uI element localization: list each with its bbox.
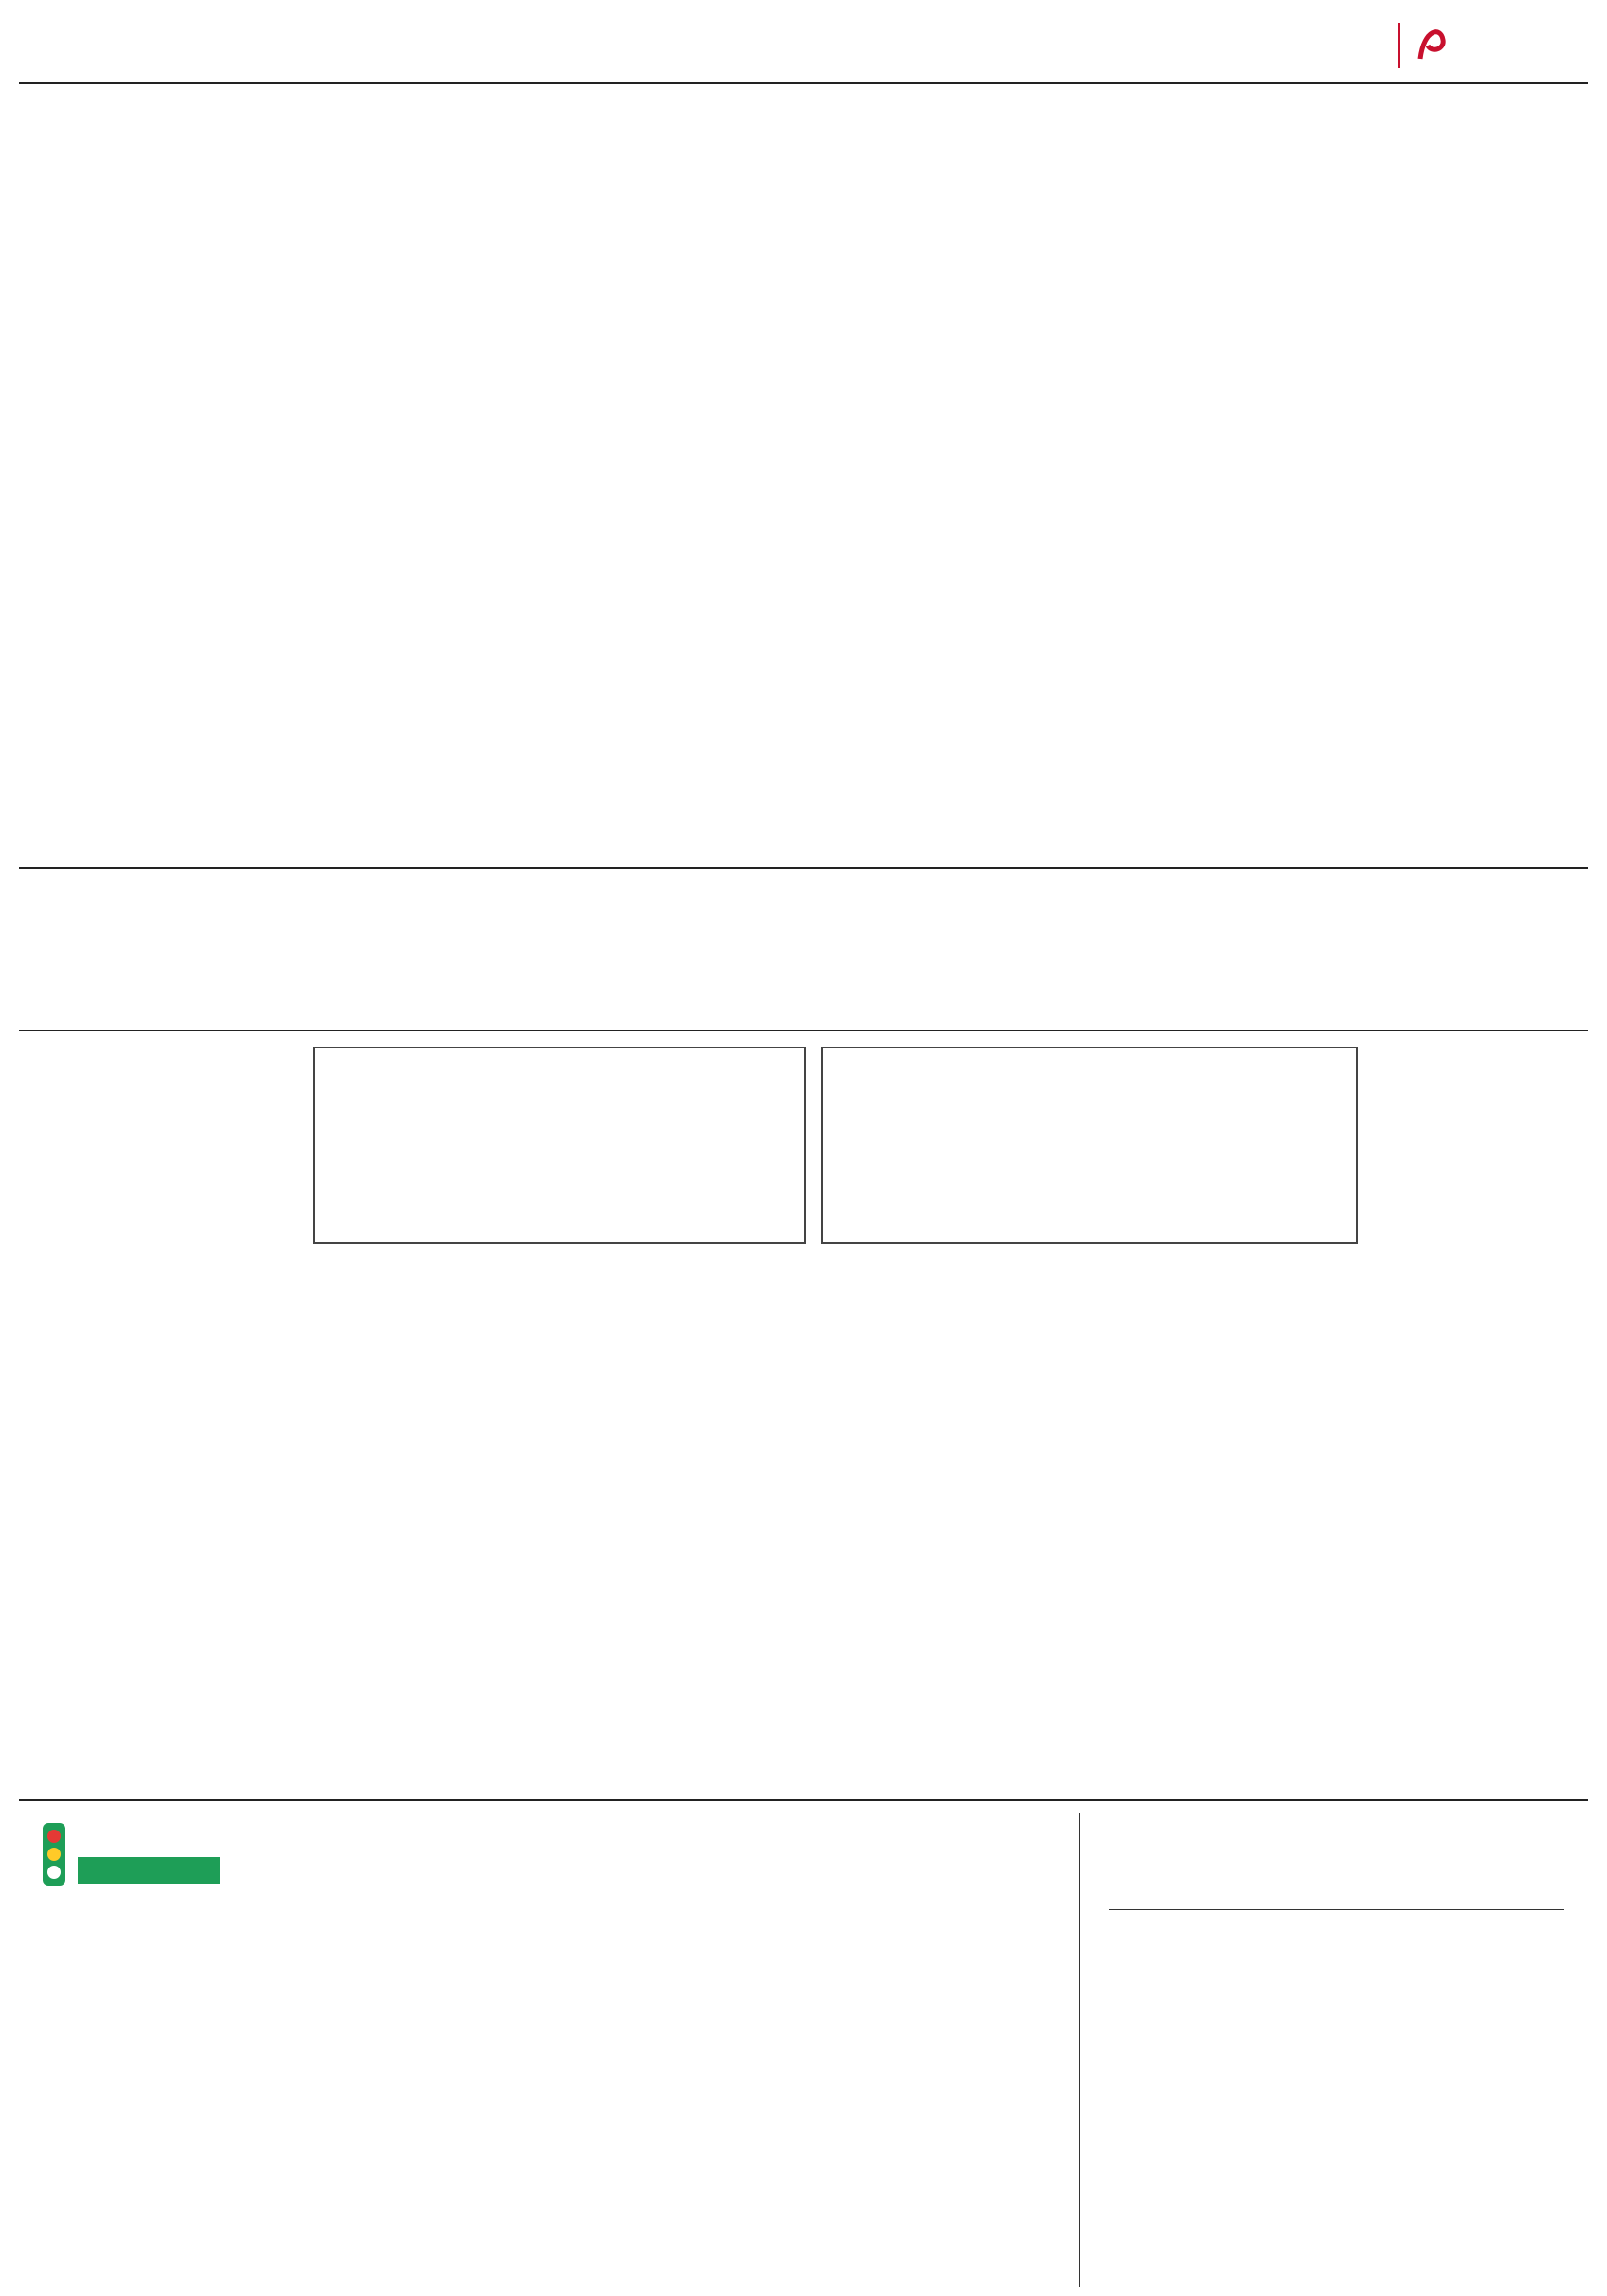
regulation-col-1 <box>21 1041 294 1790</box>
notice-box-provincial-approval <box>821 1047 1358 1244</box>
regulation-subtitle <box>38 998 1569 1023</box>
date-weekday <box>1324 53 1400 68</box>
date-year <box>1324 23 1400 38</box>
date-day <box>1324 38 1400 53</box>
traffic-badge <box>38 1815 256 1895</box>
section-divider-1 <box>19 867 1588 869</box>
commerce-headline-2 <box>1090 1864 1583 1902</box>
masthead-rule <box>19 82 1588 84</box>
traffic-light-icon <box>38 1821 70 1887</box>
section-divider-2 <box>19 1799 1588 1801</box>
editor-credit-2 <box>87 46 277 63</box>
notice-box-standing-committee <box>313 1047 806 1244</box>
section-title <box>730 11 877 63</box>
paper-name <box>1452 17 1595 68</box>
regulation-col-6 <box>1375 1041 1587 1790</box>
commerce-headline-1 <box>1090 1824 1583 1862</box>
traffic-byline <box>40 1917 267 1936</box>
traffic-kicker <box>303 1822 986 1850</box>
regulation-col-4 <box>821 1257 1079 1790</box>
main-headline <box>38 123 1574 228</box>
regulation-col-2 <box>313 1257 550 1790</box>
page-number <box>28 21 66 68</box>
masthead <box>0 0 1607 82</box>
commerce-rule <box>1109 1909 1564 1910</box>
paper-logo-icon <box>1413 21 1451 68</box>
main-subheadline <box>218 239 1545 277</box>
badge-subtitle <box>78 1857 220 1884</box>
regulation-col-3 <box>567 1257 804 1790</box>
badge-title <box>78 1825 256 1853</box>
bottom-vertical-divider <box>1079 1813 1080 2287</box>
editor-credit-1 <box>87 26 277 43</box>
regulation-title <box>95 896 1512 983</box>
section-title-en <box>730 63 877 76</box>
masthead-divider <box>1398 23 1400 68</box>
regulation-col-5 <box>1094 1257 1360 1790</box>
traffic-article-body <box>40 1938 1062 2285</box>
traffic-headline <box>303 1854 986 1907</box>
top-article-body <box>21 284 1586 859</box>
subtitle-rule <box>19 1030 1588 1031</box>
commerce-article-body <box>1102 1919 1585 2285</box>
